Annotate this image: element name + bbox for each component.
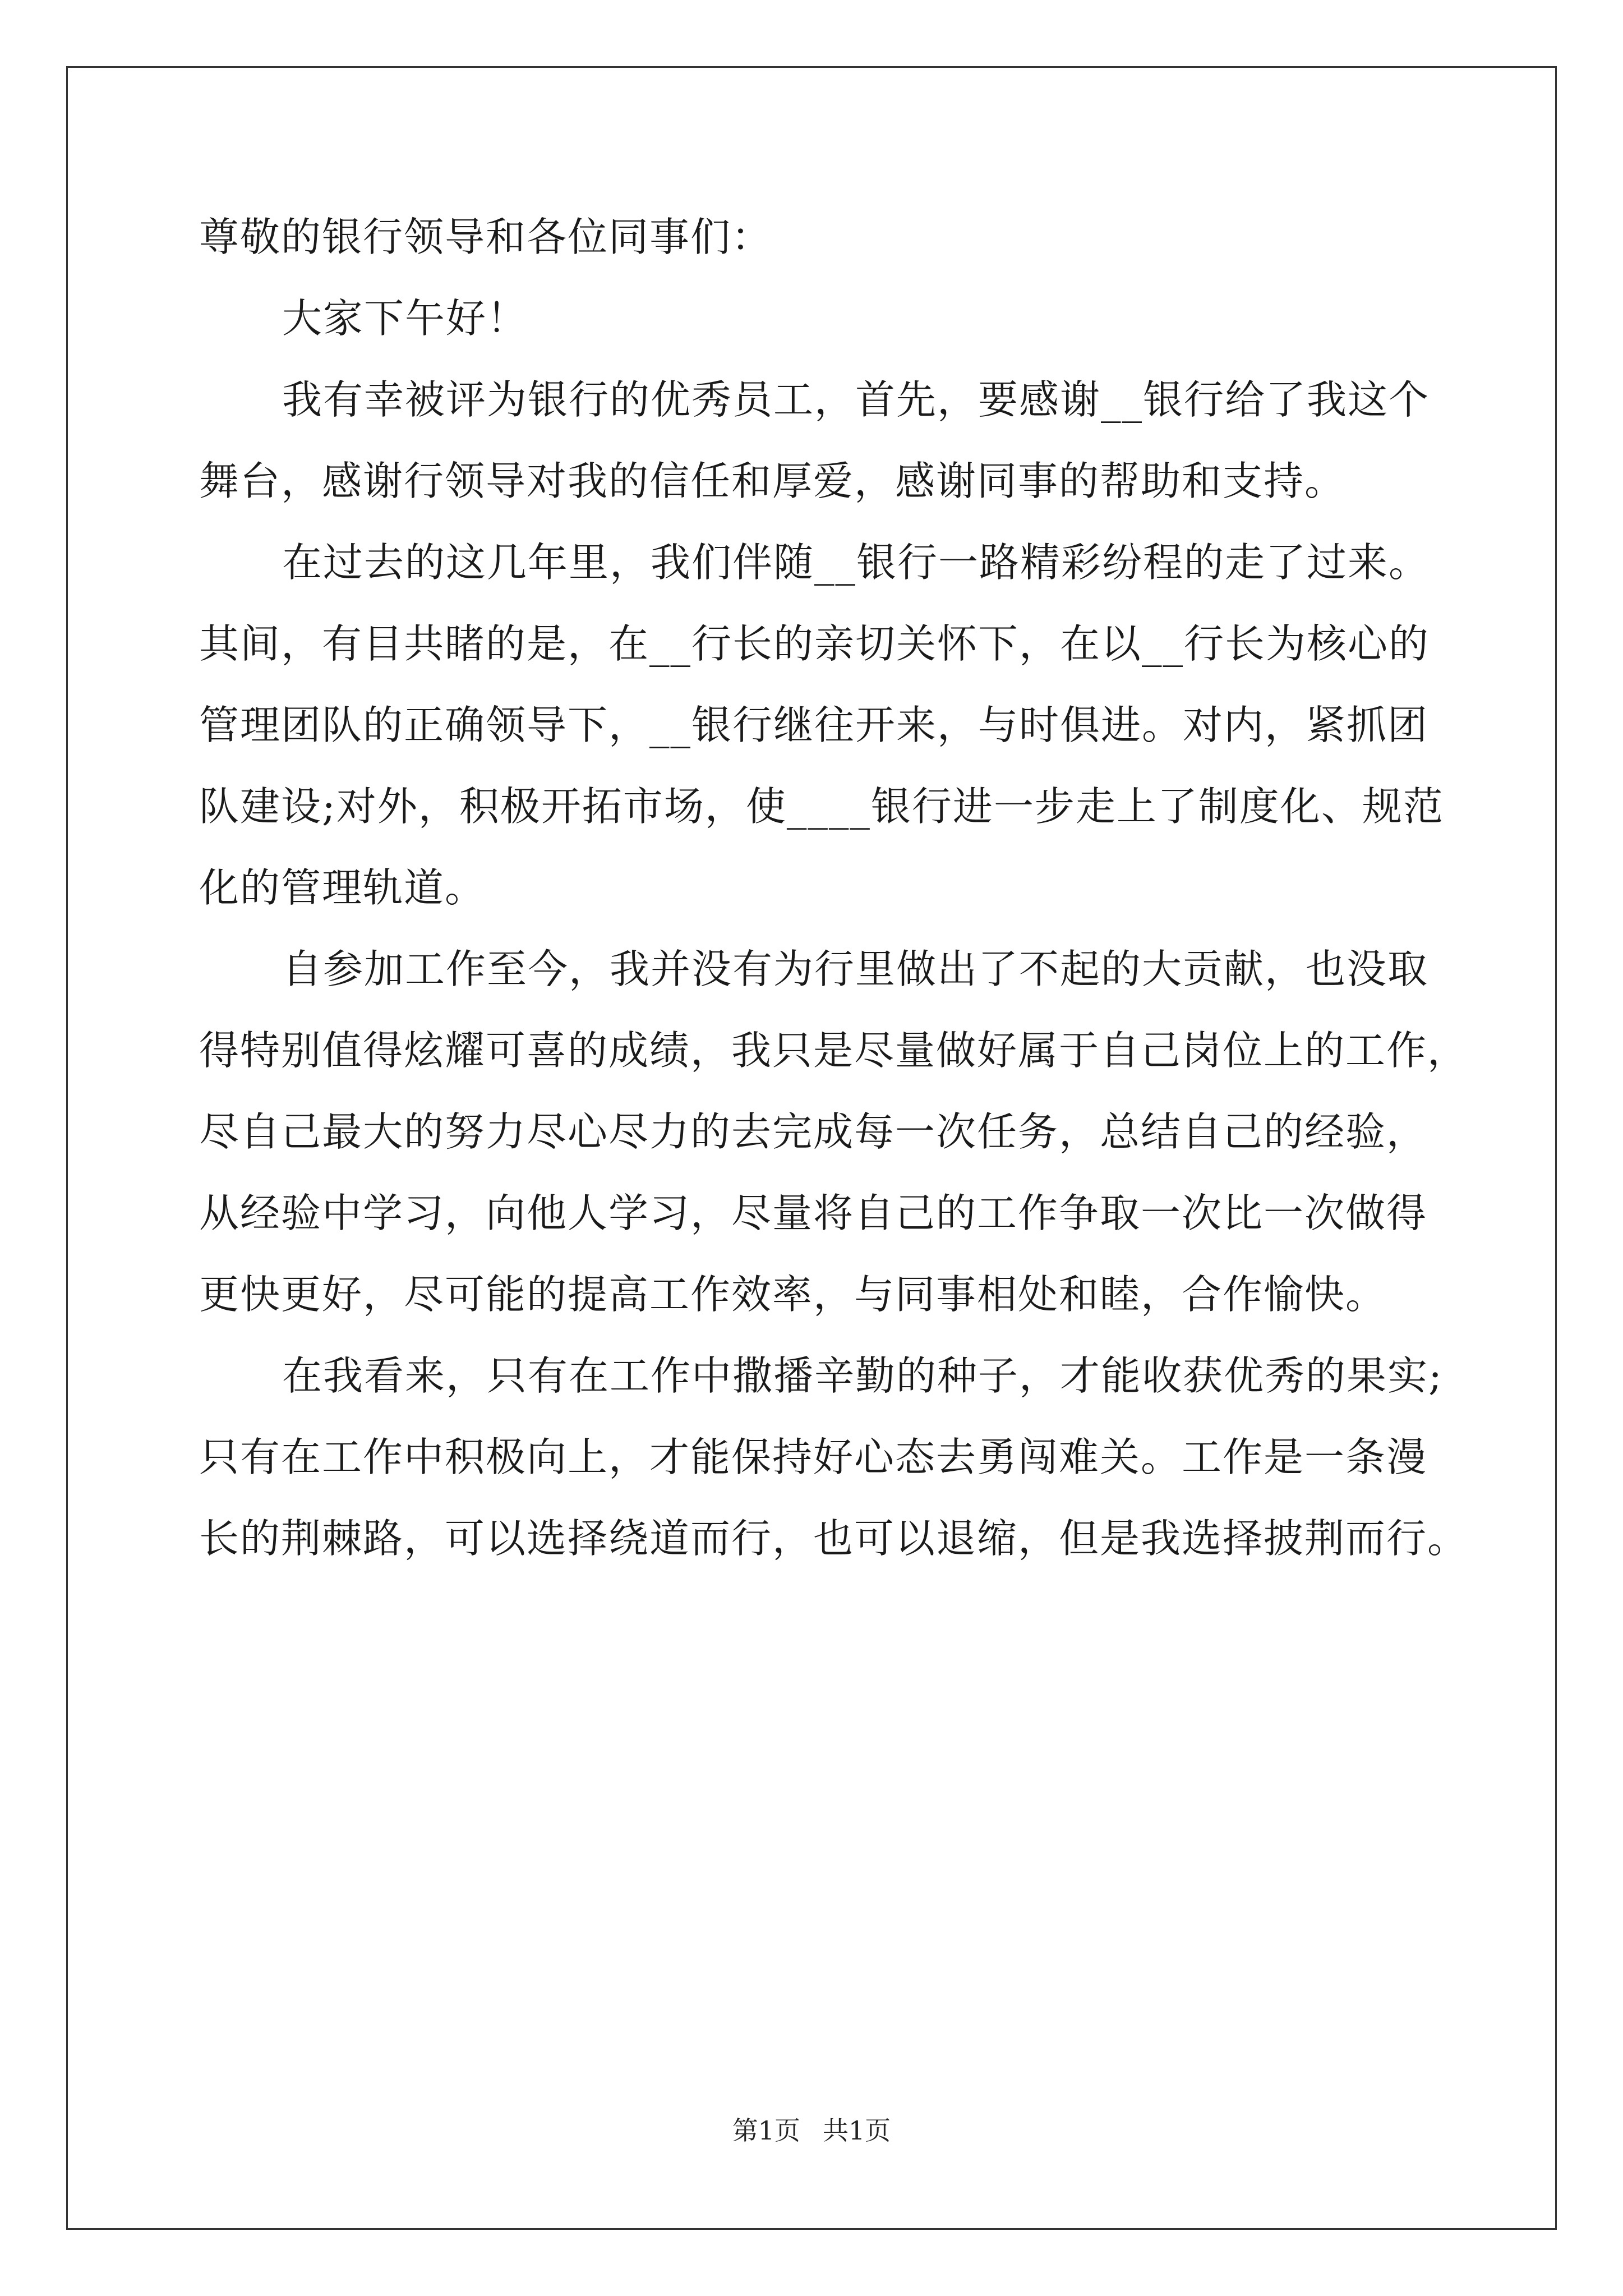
paragraph-4-line-2: 得特别值得炫耀可喜的成绩，我只是尽量做好属于自己岗位上的工作， (199, 1027, 1469, 1074)
paragraph-3-line-3: 管理团队的正确领导下，__银行继往开来，与时俱进。对内，紧抓团 (199, 702, 1429, 748)
paragraph-1-line-1: 大家下午好！ (282, 295, 528, 342)
paragraph-5-line-2: 只有在工作中积极向上，才能保持好心态去勇闯难关。工作是一条漫 (199, 1434, 1428, 1480)
paragraph-5-line-1: 在我看来，只有在工作中撒播辛勤的种子，才能收获优秀的果实; (282, 1352, 1443, 1399)
salutation: 尊敬的银行领导和各位同事们： (199, 214, 773, 260)
paragraph-4-line-5: 更快更好，尽可能的提高工作效率，与同事相处和睦，合作愉快。 (199, 1271, 1387, 1318)
paragraph-3-line-1: 在过去的这几年里，我们伴随__银行一路精彩纷程的走了过来。 (282, 539, 1430, 586)
paragraph-5-line-3: 长的荆棘路，可以选择绕道而行，也可以退缩，但是我选择披荆而行。 (199, 1515, 1469, 1562)
paragraph-3-line-5: 化的管理轨道。 (199, 864, 486, 911)
paragraph-4-line-4: 从经验中学习，向他人学习，尽量将自己的工作争取一次比一次做得 (199, 1190, 1428, 1236)
page-footer (0, 2115, 1623, 2146)
paragraph-3-line-2: 其间，有目共睹的是，在__行长的亲切关怀下，在以__行长为核心的 (199, 620, 1430, 667)
document-body (199, 196, 1469, 1579)
paragraph-3-line-4: 队建设;对外，积极开拓市场，使____银行进一步走上了制度化、规范 (199, 783, 1444, 830)
paragraph-2-line-1: 我有幸被评为银行的优秀员工，首先，要感谢__银行给了我这个 (282, 376, 1430, 423)
page-total-label: 共1页 (823, 2115, 891, 2146)
paragraph-4-line-1: 自参加工作至今，我并没有为行里做出了不起的大贡献，也没取 (282, 946, 1429, 992)
paragraph-4-line-3: 尽自己最大的努力尽心尽力的去完成每一次任务，总结自己的经验， (199, 1108, 1428, 1155)
page-number-label: 第1页 (732, 2115, 800, 2146)
paragraph-2-line-2: 舞台，感谢行领导对我的信任和厚爱，感谢同事的帮助和支持。 (199, 458, 1346, 504)
